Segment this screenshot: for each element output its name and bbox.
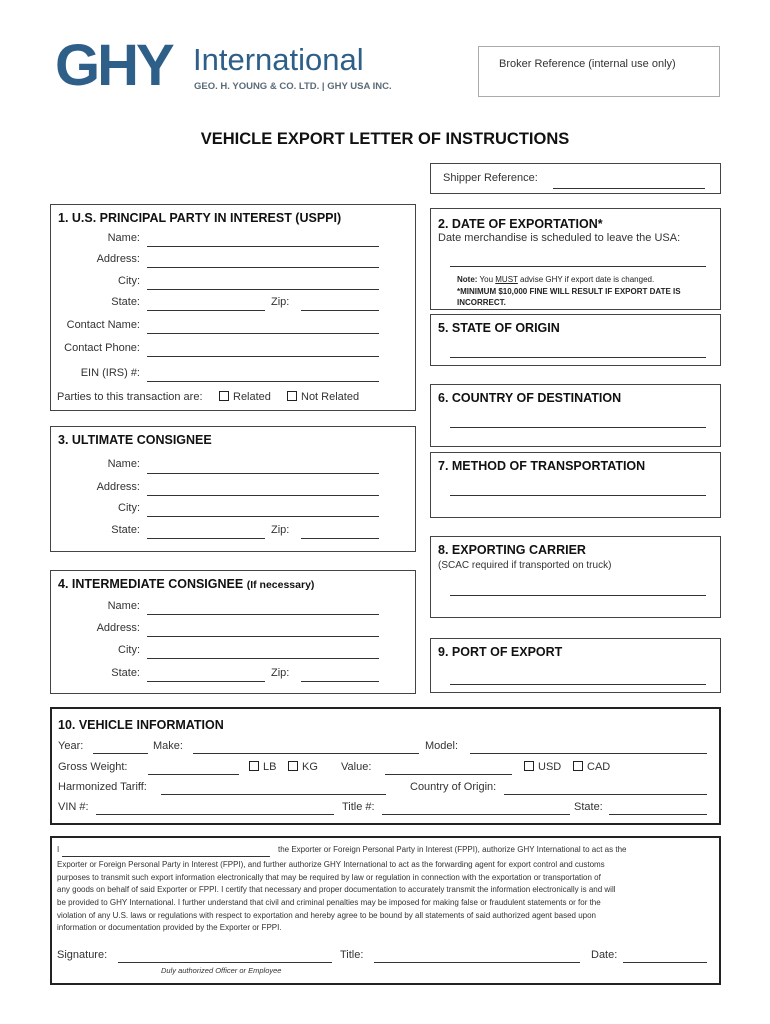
intermediate-zip-label: Zip: (271, 667, 290, 679)
broker-reference-box[interactable] (478, 46, 720, 97)
vin-field[interactable] (96, 814, 334, 815)
intermediate-section (50, 570, 416, 694)
carrier-field[interactable] (450, 595, 706, 596)
lb-checkbox[interactable] (249, 761, 276, 773)
cert-line-2: Exporter or Foreign Personal Party in Interest (FPPI), and further authorize GHY International to act as the forwarding agent for export control and customs (57, 860, 605, 869)
vin-label: VIN #: (58, 801, 89, 813)
usppi-city-field[interactable] (147, 289, 379, 290)
note-post: advise GHY if export date is changed. (520, 275, 655, 284)
method-field[interactable] (450, 495, 706, 496)
intermediate-title-note: (If necessary) (246, 579, 315, 591)
shipper-reference-field[interactable] (553, 188, 705, 189)
consignee-zip-field[interactable] (301, 538, 379, 539)
usppi-contact-name-field[interactable] (147, 333, 379, 334)
consignee-state-field[interactable] (147, 538, 265, 539)
intermediate-state-label: State: (111, 667, 140, 679)
port-field[interactable] (450, 684, 706, 685)
not-related-checkbox[interactable] (287, 391, 359, 403)
usppi-state-field[interactable] (147, 310, 265, 311)
checkbox-icon (219, 391, 229, 401)
cert-line-6: violation of any U.S. laws or regulations with respect to exportation and hereby agree to be bound by all statements of said authorized agent based upon (57, 911, 597, 920)
year-field[interactable] (93, 753, 148, 754)
intermediate-city-field[interactable] (147, 658, 379, 659)
checkbox-icon (524, 761, 534, 771)
country-dest-title: 6. COUNTRY OF DESTINATION (438, 391, 622, 405)
intermediate-address-field[interactable] (147, 636, 379, 637)
cert-date-label: Date: (591, 949, 618, 961)
usppi-address-label: Address: (96, 253, 140, 265)
intermediate-city-label: City: (118, 644, 140, 656)
vehicle-state-field[interactable] (609, 814, 707, 815)
intermediate-title: 4. INTERMEDIATE CONSIGNEE (58, 577, 244, 591)
consignee-state-label: State: (111, 524, 140, 536)
method-section (430, 452, 721, 518)
checkbox-icon (288, 761, 298, 771)
title-no-label: Title #: (342, 801, 375, 813)
cert-line-3: purposes to transmit such export information electronically that may be required by law or regulation in connection with the exportation or transportation of (57, 873, 601, 882)
gross-weight-field[interactable] (148, 774, 239, 775)
usppi-ein-label: EIN (IRS) #: (80, 367, 140, 379)
carrier-section (430, 536, 721, 618)
fine-line-1: *MINIMUM $10,000 FINE WILL RESULT IF EXPORT DATE IS (457, 287, 681, 296)
state-origin-title: 5. STATE OF ORIGIN (438, 321, 560, 335)
signature-label: Signature: (57, 949, 108, 961)
intermediate-name-label: Name: (107, 600, 140, 612)
broker-reference-label: Broker Reference (internal use only) (499, 58, 676, 70)
method-title: 7. METHOD OF TRANSPORTATION (438, 459, 646, 473)
model-label: Model: (425, 740, 459, 752)
usd-label: USD (538, 761, 562, 773)
usppi-address-field[interactable] (147, 267, 379, 268)
usppi-state-label: State: (111, 296, 140, 308)
usppi-contact-phone-field[interactable] (147, 356, 379, 357)
intermediate-state-field[interactable] (147, 681, 265, 682)
date-export-title: 2. DATE OF EXPORTATION* (438, 217, 603, 231)
cert-title-label: Title: (340, 949, 364, 961)
usppi-zip-field[interactable] (301, 310, 379, 311)
cert-i: I (57, 845, 60, 854)
carrier-desc: (SCAC required if transported on truck) (438, 560, 612, 571)
state-origin-section (430, 314, 721, 366)
consignee-city-field[interactable] (147, 516, 379, 517)
vehicle-state-label: State: (574, 801, 603, 813)
logo-word: International (193, 42, 364, 77)
intermediate-name-field[interactable] (147, 614, 379, 615)
intermediate-zip-field[interactable] (301, 681, 379, 682)
page-title: VEHICLE EXPORT LETTER OF INSTRUCTIONS (200, 130, 570, 148)
kg-checkbox[interactable] (288, 761, 318, 773)
tariff-field[interactable] (161, 794, 386, 795)
consignee-address-label: Address: (96, 481, 140, 493)
country-origin-label: Country of Origin: (410, 781, 497, 793)
usppi-city-label: City: (118, 275, 140, 287)
related-label: Related (233, 391, 271, 403)
cert-line-1: the Exporter or Foreign Personal Party in Interest (FPPI), authorize GHY International to act as the (278, 845, 627, 854)
intermediate-address-label: Address: (96, 622, 140, 634)
port-title: 9. PORT OF EXPORT (438, 645, 563, 659)
cert-title-field[interactable] (374, 962, 580, 963)
kg-label: KG (302, 761, 318, 773)
cad-label: CAD (587, 761, 611, 773)
duly-authorized: Duly authorized Officer or Employee (161, 966, 282, 975)
date-export-section (430, 208, 721, 310)
cert-name-field[interactable] (62, 856, 270, 857)
usppi-section (50, 204, 416, 411)
cad-checkbox[interactable] (573, 761, 610, 773)
model-field[interactable] (470, 753, 707, 754)
usppi-name-field[interactable] (147, 246, 379, 247)
lb-label: LB (263, 761, 277, 773)
value-field[interactable] (385, 774, 512, 775)
shipper-reference-box (430, 163, 721, 194)
date-export-field[interactable] (450, 266, 706, 267)
note-prefix: Note: (457, 275, 478, 284)
vehicle-section (50, 707, 721, 825)
consignee-name-field[interactable] (147, 473, 379, 474)
related-checkbox[interactable] (219, 391, 271, 403)
usppi-title: 1. U.S. PRINCIPAL PARTY IN INTEREST (USPPI) (58, 211, 342, 225)
cert-line-7: information or documentation provided by the Exporter or FPPI. (57, 923, 282, 932)
logo-subtitle: GEO. H. YOUNG & CO. LTD. | GHY USA INC. (194, 81, 392, 92)
ghy-logo (55, 33, 415, 125)
title-no-field[interactable] (382, 814, 570, 815)
checkbox-icon (573, 761, 583, 771)
usppi-ein-field[interactable] (147, 381, 379, 382)
tariff-label: Harmonized Tariff: (58, 781, 147, 793)
cert-line-4: any goods on behalf of said Exporter or FPPI. I certify that necessary and proper documentation to accurately transmit the information electronically is and will (57, 885, 616, 894)
country-origin-field[interactable] (504, 794, 707, 795)
usd-checkbox[interactable] (524, 761, 561, 773)
consignee-title: 3. ULTIMATE CONSIGNEE (58, 433, 212, 447)
consignee-section (50, 426, 416, 552)
date-export-desc: Date merchandise is scheduled to leave the USA: (438, 232, 681, 244)
usppi-zip-label: Zip: (271, 296, 290, 308)
signature-field[interactable] (118, 962, 332, 963)
checkbox-icon (287, 391, 297, 401)
note-pre: You (479, 275, 494, 284)
note-must: MUST (495, 275, 518, 284)
usppi-parties-label: Parties to this transaction are: (57, 391, 203, 403)
carrier-title: 8. EXPORTING CARRIER (438, 543, 586, 557)
consignee-name-label: Name: (107, 458, 140, 470)
make-label: Make: (153, 740, 183, 752)
usppi-contact-phone-label: Contact Phone: (64, 342, 140, 354)
intermediate-title-wrap (58, 577, 314, 591)
value-label: Value: (341, 761, 372, 773)
cert-date-field[interactable] (623, 962, 707, 963)
not-related-label: Not Related (301, 391, 360, 403)
country-dest-section (430, 384, 721, 447)
make-field[interactable] (193, 753, 419, 754)
shipper-reference-label: Shipper Reference: (443, 172, 538, 184)
usppi-contact-name-label: Contact Name: (66, 319, 140, 331)
date-export-note (457, 275, 654, 284)
consignee-city-label: City: (118, 502, 140, 514)
gross-weight-label: Gross Weight: (58, 761, 128, 773)
usppi-name-label: Name: (107, 232, 140, 244)
state-origin-field[interactable] (450, 357, 706, 358)
logo-mark: GHY (55, 33, 172, 98)
consignee-zip-label: Zip: (271, 524, 290, 536)
cert-line-5: be provided to GHY International. I further understand that civil and criminal penalties may be imposed for making false or fraudulent statements or for the (57, 898, 601, 907)
port-section (430, 638, 721, 693)
year-label: Year: (58, 740, 84, 752)
country-dest-field[interactable] (450, 427, 706, 428)
vehicle-title: 10. VEHICLE INFORMATION (58, 718, 224, 732)
consignee-address-field[interactable] (147, 495, 379, 496)
checkbox-icon (249, 761, 259, 771)
fine-line-2: INCORRECT. (457, 298, 506, 307)
